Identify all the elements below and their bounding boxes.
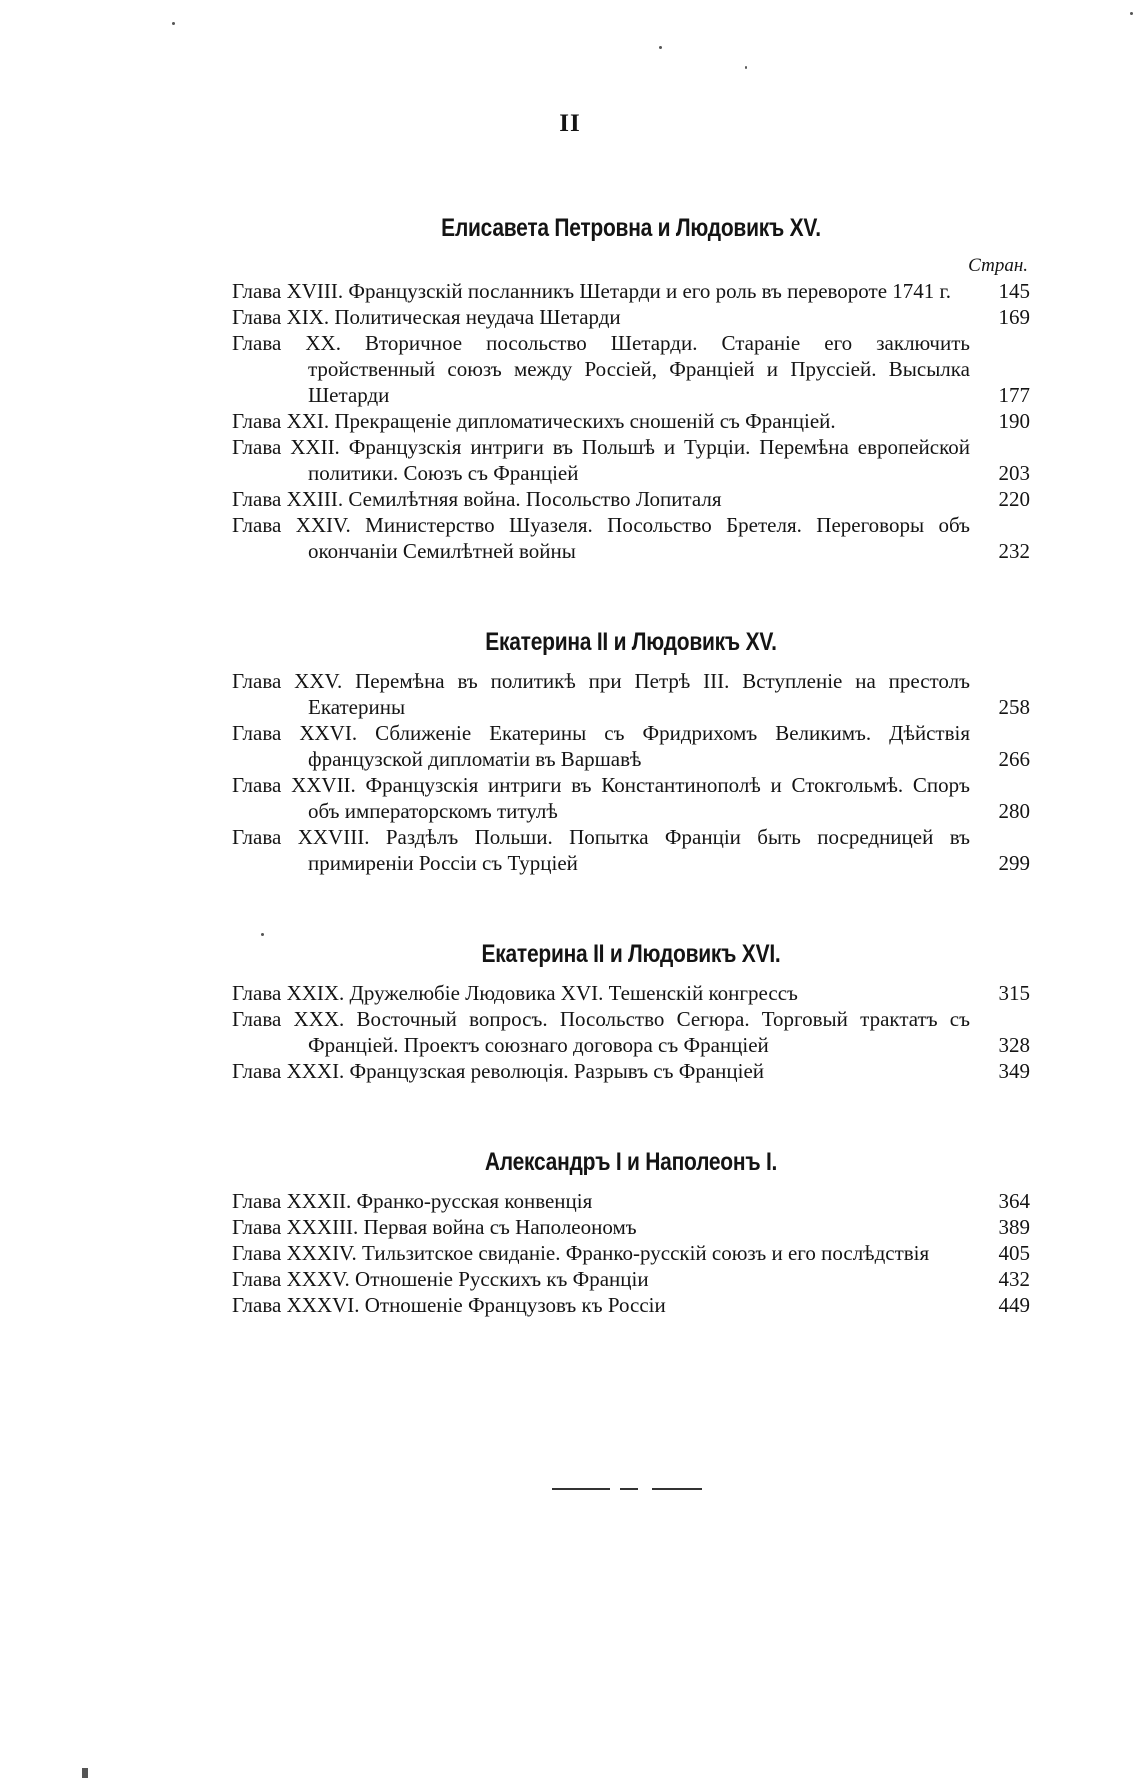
entry-page: 432 (998, 1267, 1030, 1291)
toc-entry (232, 512, 1030, 564)
section-title: Елисавета Петровна и Людовикъ XV. (441, 214, 821, 242)
entry-page: 315 (998, 981, 1030, 1005)
toc-entry (232, 824, 1030, 876)
entry-text: Глава XXI. Прекращеніе дипломатическихъ сношеній съ Франціей. (232, 409, 836, 433)
entry-page: 405 (998, 1241, 1030, 1265)
entry-page: 177 (998, 383, 1030, 407)
entry-page: 299 (998, 851, 1030, 875)
scan-speck (172, 22, 175, 25)
section-title: Екатерина II и Людовикъ XVI. (481, 940, 781, 968)
entry-page: 364 (998, 1189, 1030, 1213)
page-number: II (559, 110, 581, 137)
toc-entry (232, 434, 1030, 486)
entry-page: 449 (998, 1293, 1030, 1317)
toc-entry (232, 408, 1030, 434)
toc-section (232, 624, 1030, 876)
entry-text: Глава XXX. Восточный вопросъ. Посольство Сегюра. Торговый трактатъ съ Франціей. Проектъ союзнаго договора съ Франціей (232, 1007, 970, 1057)
end-rule (552, 1488, 702, 1490)
entry-page: 169 (998, 305, 1030, 329)
entry-text: Глава XIX. Политическая неудача Шетарди (232, 305, 621, 329)
scan-speck (261, 933, 264, 936)
scan-speck (659, 46, 662, 49)
table-of-contents (232, 210, 1030, 1378)
entry-text: Глава XXXV. Отношеніе Русскихъ къ Франціи (232, 1267, 649, 1291)
toc-entry (232, 772, 1030, 824)
entry-page: 389 (998, 1215, 1030, 1239)
toc-entry (232, 1240, 1030, 1266)
toc-entry (232, 330, 1030, 408)
page-column-label: Стран. (968, 255, 1028, 276)
entry-page: 190 (998, 409, 1030, 433)
toc-entry (232, 1292, 1030, 1318)
entry-text: Глава XXVII. Французскія интриги въ Константинополѣ и Стокгольмѣ. Споръ объ императорскомъ титулѣ (232, 773, 970, 823)
entry-text: Глава XXIII. Семилѣтняя война. Посольство Лопиталя (232, 487, 722, 511)
toc-entry (232, 304, 1030, 330)
entry-text: Глава XXIV. Министерство Шуазеля. Посольство Бретеля. Переговоры объ окончаніи Семилѣтней войны (232, 513, 970, 563)
section-entries (232, 980, 1030, 1084)
toc-section (232, 936, 1030, 1084)
entry-text: Глава XXXI. Французская революція. Разрывъ съ Франціей (232, 1059, 765, 1083)
toc-entry (232, 720, 1030, 772)
toc-section (232, 1144, 1030, 1318)
section-entries (232, 278, 1030, 564)
scan-speck (1130, 12, 1133, 15)
entry-text: Глава XXV. Перемѣна въ политикѣ при Петрѣ III. Вступленіе на престолъ Екатерины (232, 669, 970, 719)
toc-entry (232, 486, 1030, 512)
entry-text: Глава XXII. Французскія интриги въ Польшѣ и Турціи. Перемѣна европейской политики. Союзъ съ Франціей (232, 435, 970, 485)
toc-entry (232, 278, 1030, 304)
toc-entry (232, 1214, 1030, 1240)
entry-text: Глава XXXII. Франко-русская конвенція (232, 1189, 593, 1213)
toc-entry (232, 980, 1030, 1006)
toc-entry (232, 668, 1030, 720)
entry-page: 145 (998, 279, 1030, 303)
entry-page: 349 (998, 1059, 1030, 1083)
entry-text: Глава XXVI. Сближеніе Екатерины съ Фридрихомъ Великимъ. Дѣйствія французской дипломатіи въ Варшавѣ (232, 721, 970, 771)
entry-text: Глава XVIII. Французскій посланникъ Шетарди и его роль въ перевороте 1741 г. (232, 279, 952, 303)
entry-page: 266 (998, 747, 1030, 771)
entry-text: Глава XXXVI. Отношеніе Французовъ къ Россіи (232, 1293, 666, 1317)
entry-text: Глава XXXIV. Тильзитское свиданіе. Франко-русскій союзъ и его послѣдствія (232, 1241, 930, 1265)
toc-entry (232, 1266, 1030, 1292)
entry-page: 220 (998, 487, 1030, 511)
entry-text: Глава XXIX. Дружелюбіе Людовика XVI. Тешенскій конгрессъ (232, 981, 798, 1005)
entry-text: Глава XXXIII. Первая война съ Наполеономъ (232, 1215, 637, 1239)
entry-page: 203 (998, 461, 1030, 485)
entry-page: 280 (998, 799, 1030, 823)
entry-page: 232 (998, 539, 1030, 563)
scan-speck (82, 1768, 88, 1778)
scan-speck (745, 66, 747, 69)
entry-text: Глава XXVIII. Раздѣлъ Польши. Попытка Франціи быть посредницей въ примиреніи Россіи съ Турціей (232, 825, 970, 875)
section-title: Екатерина II и Людовикъ XV. (485, 628, 777, 656)
toc-entry (232, 1058, 1030, 1084)
entry-page: 258 (998, 695, 1030, 719)
entry-page: 328 (998, 1033, 1030, 1057)
toc-section (232, 210, 1030, 564)
toc-entry (232, 1006, 1030, 1058)
section-entries (232, 1188, 1030, 1318)
section-entries (232, 668, 1030, 876)
entry-text: Глава XX. Вторичное посольство Шетарди. Стараніе его заключить тройственный союзъ между Россіей, Франціей и Пруссіей. Высылка Шетарди (232, 331, 970, 407)
section-title: Александръ I и Наполеонъ I. (484, 1148, 778, 1176)
toc-entry (232, 1188, 1030, 1214)
